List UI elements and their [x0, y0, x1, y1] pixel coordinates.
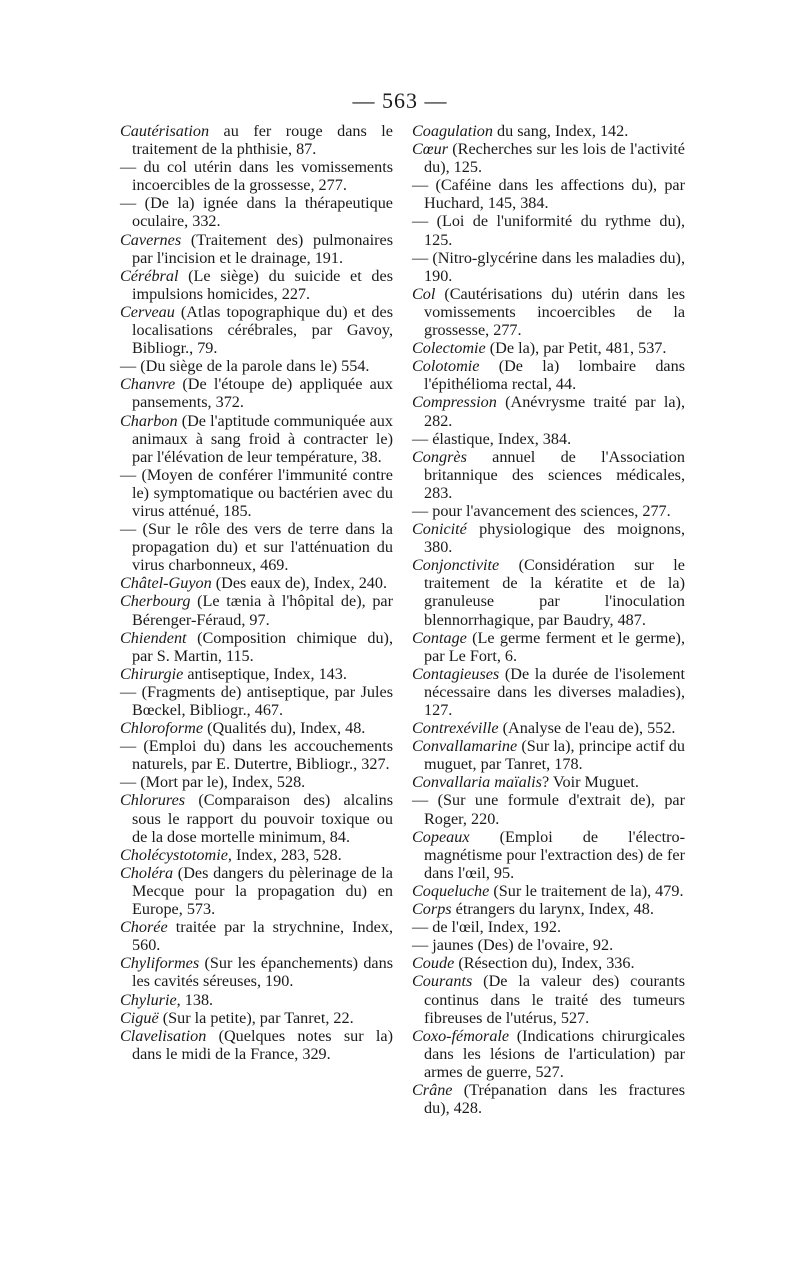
index-entry-term: Châtel-Guyon	[120, 574, 212, 593]
index-entry-text: — (Sur le rôle des vers de terre dans la propagation du) et sur l'atténuation du virus charbonneux, 469.	[120, 520, 393, 575]
index-entry-text: (Emploi de l'électro-magnétisme pour l'extraction des) de fer dans l'œil, 95.	[424, 827, 685, 882]
index-entry	[120, 592, 393, 628]
index-entry-term: Charbon	[120, 411, 178, 430]
index-entry-term: Convallaria maïalis	[412, 773, 542, 792]
index-entry-text: — (Emploi du) dans les accouchements naturels, par E. Dutertre, Bibliogr., 327.	[120, 737, 393, 774]
index-entry-term: Congrès	[412, 447, 467, 466]
index-entry-text: annuel de l'Association britannique des sciences médicales, 283.	[424, 447, 685, 502]
index-entry-term: Cœur	[412, 140, 448, 159]
index-entry-text: — (De la) ignée dans la thérapeutique oculaire, 332.	[120, 194, 393, 231]
index-entry-text: — (Fragments de) antiseptique, par Jules Bœckel, Bibliogr., 467.	[120, 682, 393, 719]
index-entry	[120, 122, 393, 158]
index-entry-text: — (Moyen de conférer l'immunité contre le) symptomatique ou bactérien avec du virus atténué, 185.	[120, 465, 393, 520]
index-entry	[412, 1081, 685, 1117]
index-entry-text: antiseptique, Index, 143.	[183, 664, 347, 683]
index-entry	[120, 665, 393, 683]
index-entry-term: Coqueluche	[412, 881, 490, 900]
index-entry-term: Contage	[412, 628, 467, 647]
index-entry	[120, 791, 393, 845]
index-entry	[412, 285, 685, 339]
index-entry-term: Chlorures	[120, 791, 186, 810]
index-entry-text: (Résection du), Index, 336.	[454, 954, 635, 973]
index-entry-term: Chanvre	[120, 375, 176, 394]
index-entry-term: Colectomie	[412, 339, 486, 358]
index-entry	[120, 158, 393, 194]
index-entry	[412, 393, 685, 429]
index-entry-text: (Qualités du), Index, 48.	[203, 719, 366, 738]
index-entry-term: Contagieuses	[412, 664, 500, 683]
index-entry	[412, 791, 685, 827]
index-entry-text: (Composition chimique du), par S. Martin, 115.	[132, 628, 393, 665]
index-entry	[412, 719, 685, 737]
index-entry-text: — (Nitro-glycérine dans les maladies du), 190.	[412, 248, 685, 285]
index-entry-term: Cérébral	[120, 266, 179, 285]
index-entry-text: (Recherches sur les lois de l'activité du), 125.	[424, 140, 685, 177]
index-entry-text: (Atlas topographique du) et des localisations cérébrales, par Gavoy, Bibliogr., 79.	[132, 302, 393, 358]
index-entry-term: Contrexéville	[412, 719, 499, 738]
index-entry	[120, 375, 393, 411]
index-entry	[120, 846, 393, 864]
index-entry-text: — du col utérin dans les vomissements incoercibles de la grossesse, 277.	[120, 158, 393, 195]
index-entry-text: (Anévrysme traité par la), 282.	[424, 393, 685, 430]
index-entry-term: Convallamarine	[412, 737, 518, 756]
index-entry-text: (Analyse de l'eau de), 552.	[498, 719, 676, 738]
index-entry-term: Ciguë	[120, 1008, 159, 1027]
index-entry	[120, 918, 393, 954]
index-entry	[412, 122, 685, 140]
index-entry	[412, 773, 685, 791]
index-entry-text: (De la) lombaire dans l'épithélioma rectal, 44.	[424, 357, 685, 394]
index-entry-term: Conjonctivite	[412, 556, 500, 575]
index-entry	[412, 249, 685, 285]
index-entry	[120, 194, 393, 230]
index-entry-term: Chirurgie	[120, 664, 184, 683]
index-entry-text: — (Mort par le), Index, 528.	[120, 773, 306, 792]
index-entry-text: physiologique des moignons, 380.	[424, 520, 685, 557]
index-entry-text: (Le tænia à l'hôpital de), par Bérenger-Féraud, 97.	[132, 592, 393, 629]
index-entry-text: — (Sur une formule d'extrait de), par Roger, 220.	[412, 791, 685, 828]
index-entry-term: Cerveau	[120, 302, 175, 321]
index-entry	[412, 737, 685, 773]
index-entry	[412, 502, 685, 520]
index-entry-term: Corps	[412, 900, 452, 919]
index-entry	[412, 520, 685, 556]
page-number: — 563 —	[352, 88, 448, 113]
index-entry	[120, 683, 393, 719]
index-entry-text: (Sur les épanchements) dans les cavités séreuses, 190.	[132, 954, 393, 991]
index-entry	[120, 773, 393, 791]
index-entry-text: (Quelques notes sur la) dans le midi de la France, 329.	[132, 1026, 393, 1063]
index-entry-text: (Sur la petite), par Tanret, 22.	[158, 1008, 354, 1027]
index-entry	[120, 991, 393, 1009]
index-entry	[412, 430, 685, 448]
index-entry-text: — (Caféine dans les affections du), par Huchard, 145, 384.	[412, 176, 685, 213]
index-entry-text: — (Loi de l'uniformité du rythme du), 125.	[412, 212, 685, 249]
index-entry	[412, 212, 685, 248]
index-entry-text: — (Du siège de la parole dans le) 554.	[120, 357, 370, 376]
index-entry-text: (De la valeur des) courants continus dans le traité des tumeurs fibreuses de l'utérus, 527.	[424, 972, 685, 1027]
index-entry	[412, 339, 685, 357]
index-entry-term: Coude	[412, 954, 455, 973]
index-entry-text: (Des eaux de), Index, 240.	[211, 574, 388, 593]
index-entry-text: au fer rouge dans le traitement de la phthisie, 87.	[132, 122, 393, 159]
index-entry	[120, 954, 393, 990]
index-entry	[412, 918, 685, 936]
index-entry-term: Copeaux	[412, 827, 470, 846]
index-entry-term: Col	[412, 284, 436, 303]
index-entry-term: Chyliformes	[120, 954, 200, 973]
index-entry	[412, 972, 685, 1026]
index-entry-text: , 138.	[176, 990, 214, 1009]
index-entry	[120, 574, 393, 592]
index-entry-text: (Considération sur le traitement de la kératite et de la) granuleuse par l'inoculation blennorrhagique, par Baudry, 487.	[424, 556, 685, 629]
index-entry-term: Clavelisation	[120, 1026, 207, 1045]
index-entry-text: (Traitement des) pulmonaires par l'incision et le drainage, 191.	[132, 230, 393, 267]
index-entry	[412, 140, 685, 176]
index-entry-text: du sang, Index, 142.	[492, 122, 629, 140]
index-entry	[412, 1027, 685, 1081]
index-entry	[412, 556, 685, 628]
index-entry	[120, 412, 393, 466]
index-entry-text: (Sur la), principe actif du muguet, par Tanret, 178.	[424, 737, 685, 774]
index-entry	[412, 448, 685, 502]
index-entry-term: Conicité	[412, 520, 467, 539]
index-entry-term: Cautérisation	[120, 122, 210, 140]
index-entry-term: Cavernes	[120, 230, 182, 249]
index-entry-text: ? Voir Muguet.	[541, 773, 639, 792]
index-entry-text: — pour l'avancement des sciences, 277.	[412, 501, 671, 520]
index-entry-term: Colotomie	[412, 357, 480, 376]
index-entry-term: Choléra	[120, 863, 174, 882]
index-entry-text: — élastique, Index, 384.	[412, 429, 572, 448]
index-entry	[120, 629, 393, 665]
index-entry-term: Cholécystotomie	[120, 845, 228, 864]
index-entry	[412, 882, 685, 900]
index-entry-text: (Le germe ferment et le germe), par Le Fort, 6.	[424, 628, 685, 665]
index-entry	[120, 1009, 393, 1027]
index-entry-text: — de l'œil, Index, 192.	[412, 918, 562, 937]
index-entry-text: (Indications chirurgicales dans les lésions de l'articulation) par armes de guerre, 527.	[424, 1026, 685, 1081]
index-entry-term: Chloroforme	[120, 719, 204, 738]
index-entry	[412, 900, 685, 918]
index-entry	[120, 864, 393, 918]
index-entry-text: (De la durée de l'isolement nécessaire dans les diverses maladies), 127.	[424, 664, 685, 719]
index-entry	[120, 520, 393, 574]
index-entry	[120, 466, 393, 520]
index-entry	[412, 629, 685, 665]
index-entry	[120, 719, 393, 737]
index-entry	[412, 357, 685, 393]
index-entry-text: (Le siège) du suicide et des impulsions homicides, 227.	[132, 266, 393, 303]
index-entry-text: — jaunes (Des) de l'ovaire, 92.	[412, 936, 614, 955]
index-entry	[412, 828, 685, 882]
index-entry	[412, 954, 685, 972]
index-entry	[120, 357, 393, 375]
index-entry-text: (Des dangers du pèlerinage de la Mecque pour la propagation du) en Europe, 573.	[132, 863, 393, 919]
index-entry-term: Compression	[412, 393, 497, 412]
index-entry-text: (Sur le traitement de la), 479.	[489, 881, 684, 900]
left-column	[120, 122, 393, 1063]
index-entry-text: , Index, 283, 528.	[227, 845, 342, 864]
index-entry-term: Chorée	[120, 918, 168, 937]
index-entry-text: (Trépanation dans les fractures du), 428.	[424, 1080, 685, 1118]
index-entry-term: Chiendent	[120, 628, 187, 647]
index-entry	[120, 267, 393, 303]
index-entry	[120, 231, 393, 267]
right-column	[412, 122, 685, 1117]
index-entry-text: (De l'aptitude communiquée aux animaux à sang froid à contracter le) par l'élévation de leur température, 38.	[132, 411, 393, 466]
index-entry	[412, 936, 685, 954]
index-entry-text: (Cautérisations du) utérin dans les vomissements incoercibles de la grossesse, 277.	[424, 284, 685, 340]
index-entry-text: (De la), par Petit, 481, 537.	[485, 339, 667, 358]
index-entry-term: Cherbourg	[120, 592, 191, 611]
index-entry	[412, 665, 685, 719]
index-entry-term: Crâne	[412, 1080, 453, 1099]
index-entry	[120, 737, 393, 773]
index-entry-text: (De l'étoupe de) appliquée aux pansements, 372.	[132, 375, 393, 412]
index-entry-term: Courants	[412, 972, 473, 991]
index-entry	[120, 1027, 393, 1063]
index-entry-term: Coxo-fémorale	[412, 1026, 510, 1045]
index-entry	[412, 176, 685, 212]
index-entry-text: étrangers du larynx, Index, 48.	[451, 900, 654, 919]
index-entry	[120, 303, 393, 357]
index-entry-term: Coagulation	[412, 122, 493, 140]
index-entry-term: Chylurie	[120, 990, 177, 1009]
index-entry-text: (Comparaison des) alcalins sous le rapport du pouvoir toxique ou de la dose mortelle minimum, 84.	[132, 791, 393, 846]
index-entry-text: traitée par la strychnine, Index, 560.	[132, 918, 393, 955]
